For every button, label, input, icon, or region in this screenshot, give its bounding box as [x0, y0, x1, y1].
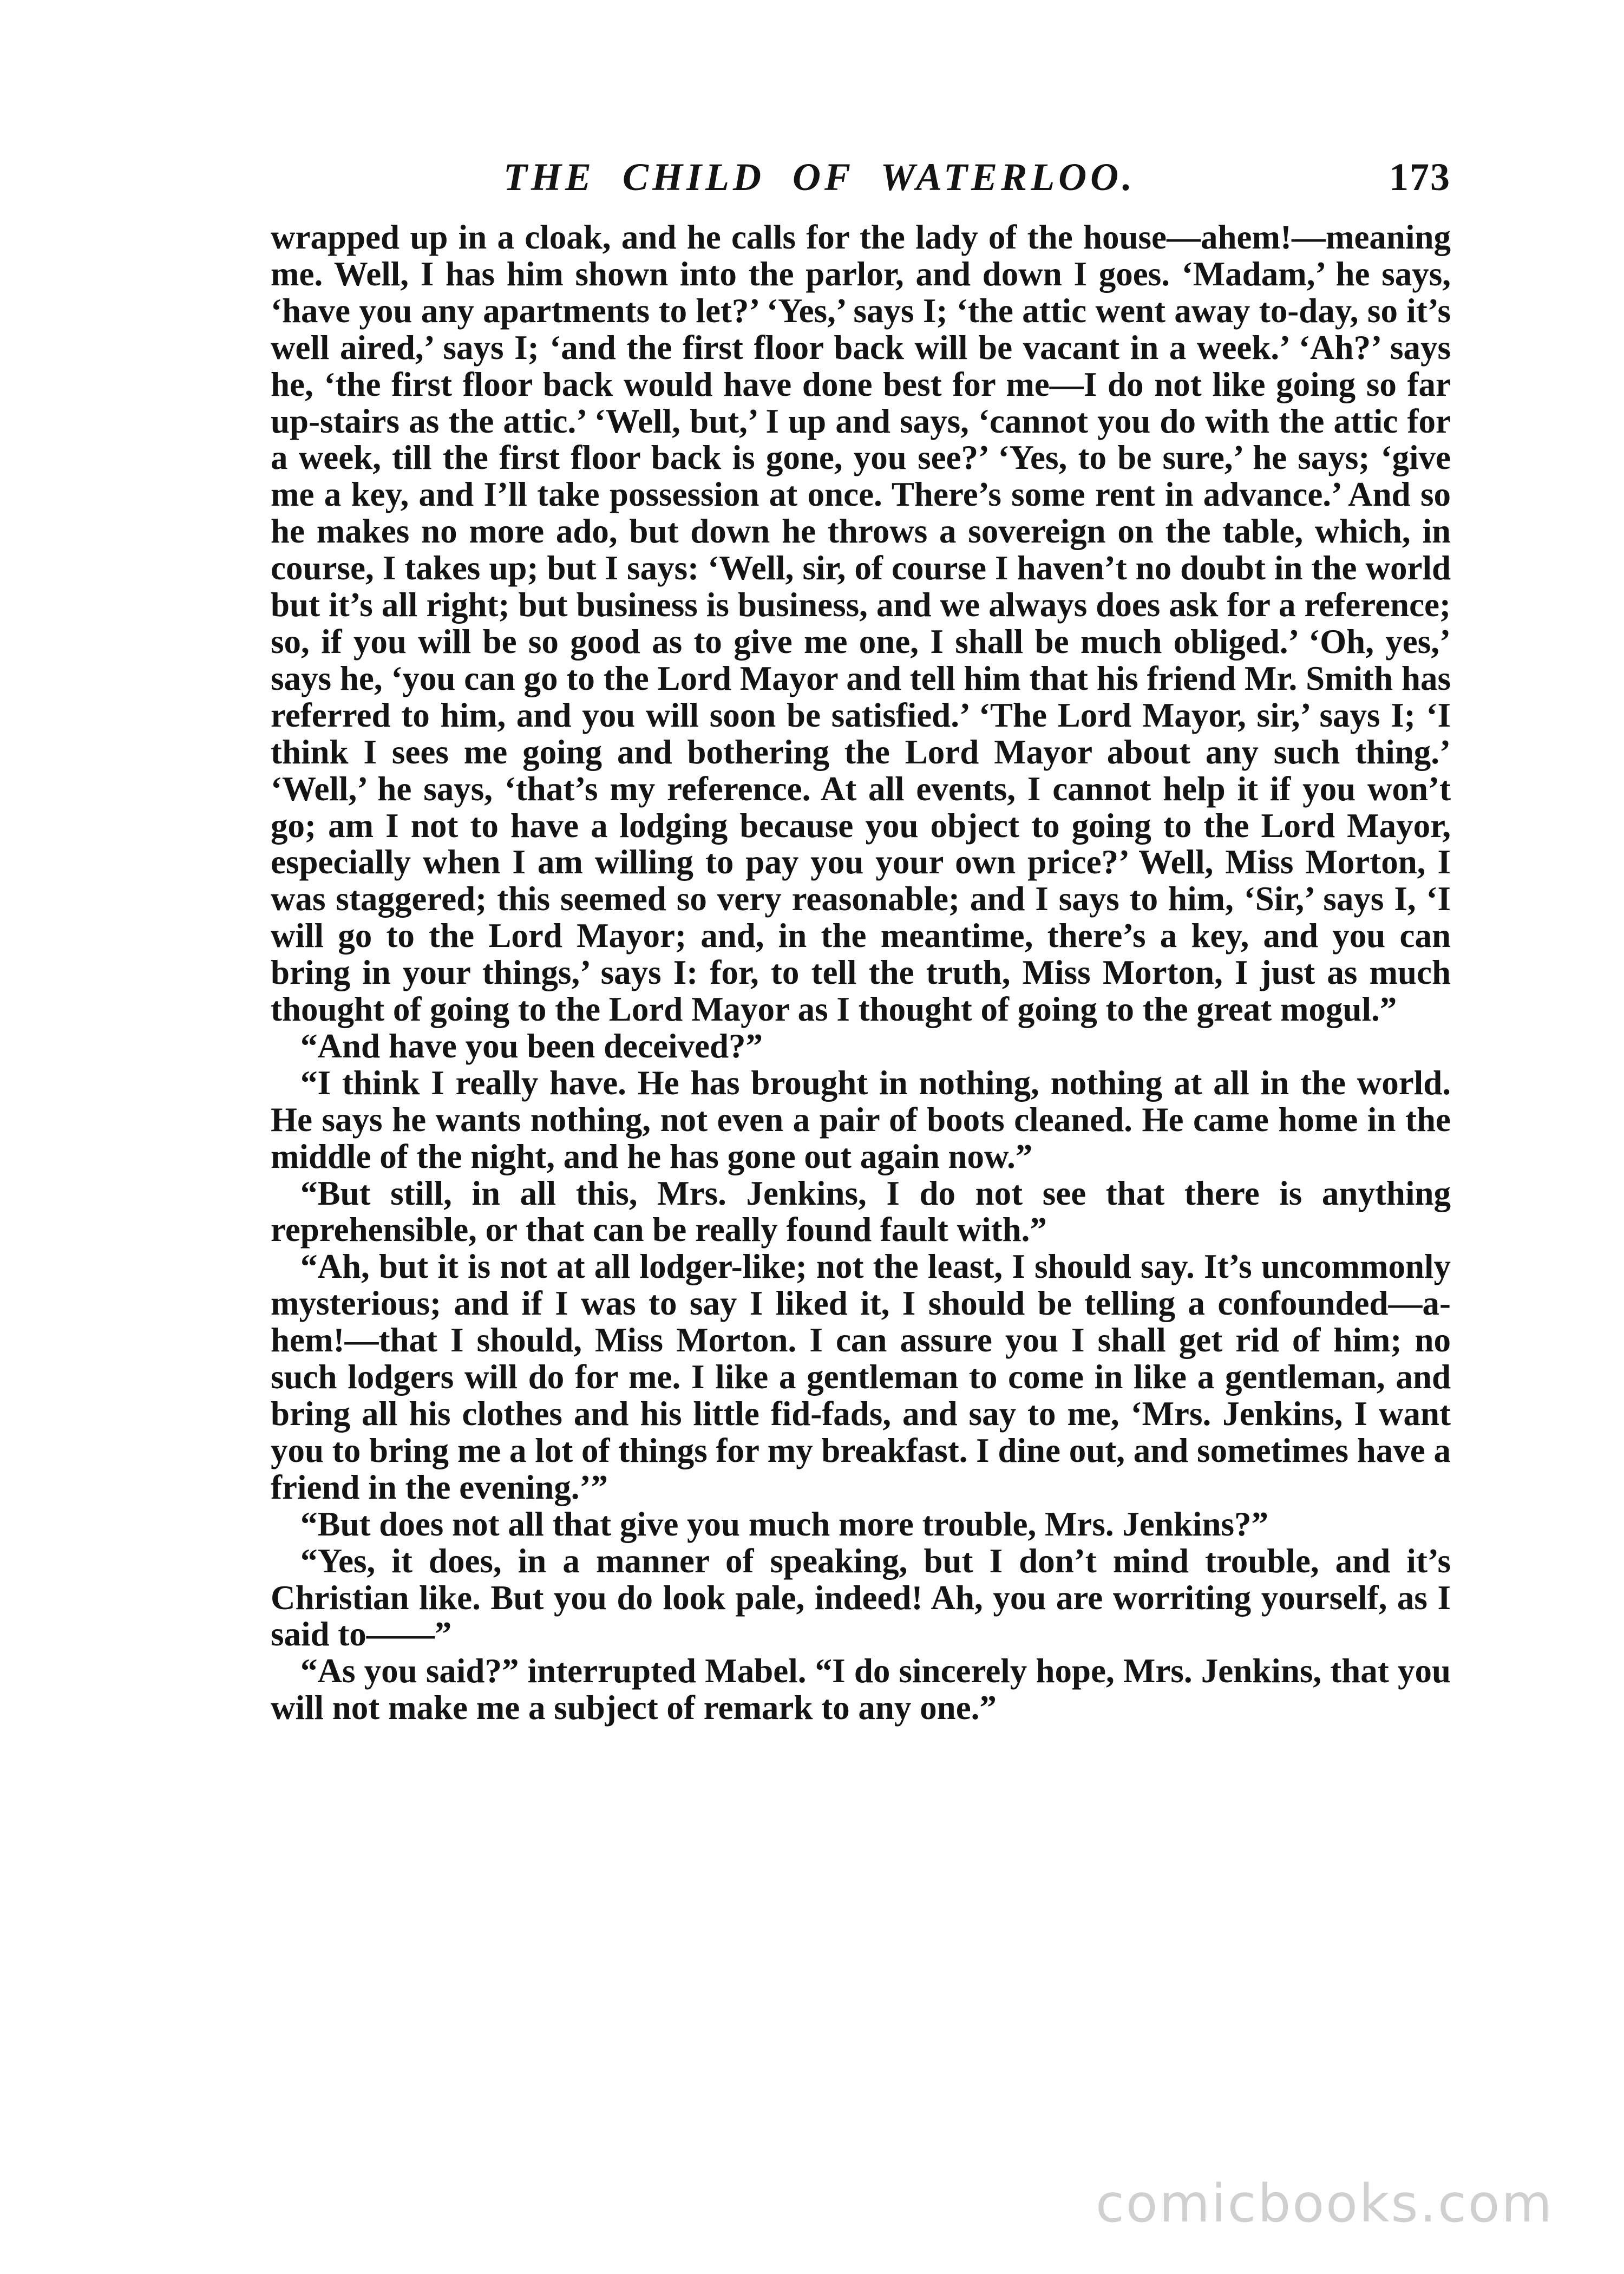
running-head [271, 153, 1451, 201]
paragraph-8: “As you said?” interrupted Mabel. “I do sincerely hope, Mrs. Jenkins, that you will not make me a subject of remark to any one.” [271, 1652, 1451, 1727]
paragraph-1: wrapped up in a cloak, and he calls for the lady of the house—ahem!—meaning me. Well, I has him shown into the parlor, and down I goes. ‘Madam,’ he says, ‘have you any apartments to let?’ ‘Yes,’ says I; ‘the attic went away to-day, so it’s well aired,’ says I; ‘and the first floor back will be vacant in a week.’ ‘Ah?’ says he, ‘the first floor back would have done best for me—I do not like going so far up-stairs as the attic.’ ‘Well, but,’ I up and says, ‘cannot you do with the attic for a week, till the first floor back is gone, you see?’ ‘Yes, to be sure,’ he says; ‘give me a key, and I’ll take possession at once. There’s some rent in advance.’ And so he makes no more ado, but down he throws a sovereign on the table, which, in course, I takes up; but I says: ‘Well, sir, of course I haven’t no doubt in the world but it’s all right; but business is business, and we always does ask for a reference; so, if you will be so good as to give me one, I shall be much obliged.’ ‘Oh, yes,’ says he, ‘you can go to the Lord Mayor and tell him that his friend Mr. Smith has referred to him, and you will soon be satisfied.’ ‘The Lord Mayor, sir,’ says I; ‘I think I sees me going and bothering the Lord Mayor about any such thing.’ ‘Well,’ he says, ‘that’s my reference. At all events, I cannot help it if you won’t go; am I not to have a lodging because you object to going to the Lord Mayor, especially when I am willing to pay you your own price?’ Well, Miss Morton, I was staggered; this seemed so very reasonable; and I says to him, ‘Sir,’ says I, ‘I will go to the Lord Mayor; and, in the meantime, there’s a key, and you can bring in your things,’ says I: for, to tell the truth, Miss Morton, I just as much thought of going to the Lord Mayor as I thought of going to the great mogul.” [271, 218, 1451, 1029]
site-watermark: comicbooks.com [1095, 2173, 1554, 2234]
paragraph-7: “Yes, it does, in a manner of speaking, but I don’t mind trouble, and it’s Christian like. But you do look pale, indeed! Ah, you are worriting yourself, as I said to——” [271, 1541, 1451, 1654]
paragraph-3: “I think I really have. He has brought in nothing, nothing at all in the world. He says he wants nothing, not even a pair of boots cleaned. He came home in the middle of the night, and he has gone out again now.” [271, 1063, 1451, 1175]
page-number: 173 [1389, 155, 1451, 199]
paragraph-2: “And have you been deceived?” [300, 1027, 763, 1065]
body-text [271, 219, 1451, 1727]
paragraph-4: “But still, in all this, Mrs. Jenkins, I do not see that there is anything reprehensible, or that can be really found fault with.” [271, 1174, 1451, 1249]
paragraph-6: “But does not all that give you much more trouble, Mrs. Jenkins?” [300, 1505, 1268, 1543]
running-title: THE CHILD OF WATERLOO. [503, 155, 1136, 199]
paragraph-5: “Ah, but it is not at all lodger-like; not the least, I should say. It’s uncommonly mysterious; and if I was to say I liked it, I should be telling a confounded—a-hem!—that I should, Miss Morton. I can assure you I shall get rid of him; no such lodgers will do for me. I like a gentleman to come in like a gentleman, and bring all his clothes and his little fid-fads, and say to me, ‘Mrs. Jenkins, I want you to bring me a lot of things for my breakfast. I dine out, and sometimes have a friend in the evening.’” [271, 1247, 1451, 1506]
